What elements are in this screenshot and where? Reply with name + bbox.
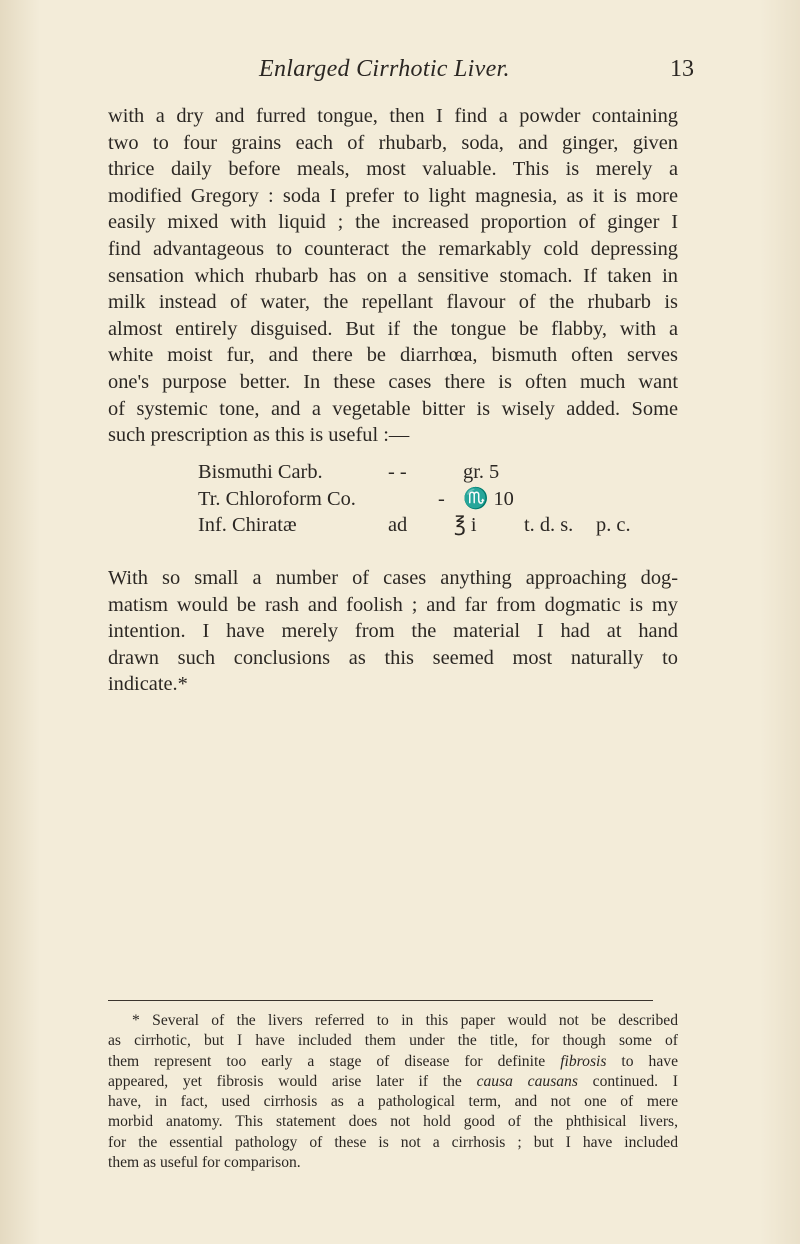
prescription-drug: Inf. Chiratæ	[198, 514, 297, 537]
text-line: modified Gregory : soda I prefer to light magnesia, as it is more	[108, 184, 678, 207]
text-line: one's purpose better. In these cases there is often much want	[108, 370, 678, 393]
text-line: two to four grains each of rhubarb, soda, and ginger, given	[108, 131, 678, 154]
footnote-text: to have	[621, 1052, 678, 1070]
prescription-separator: - -	[388, 461, 407, 483]
text-line: thrice daily before meals, most valuable. This is merely a	[108, 158, 678, 181]
footnote-line: morbid anatomy. This statement does not hold good of the phthisical livers,	[108, 1113, 678, 1131]
prescription-dose: ℥ i	[454, 514, 477, 537]
prescription-separator: -	[438, 487, 445, 510]
footnote-rule	[108, 1000, 653, 1001]
running-title: Enlarged Cirrhotic Liver.	[259, 56, 510, 82]
text-line: easily mixed with liquid ; the increased proportion of ginger I	[108, 211, 678, 234]
text-line: with a dry and furred tongue, then I find a powder containing	[108, 105, 678, 127]
paragraph-2	[108, 565, 678, 698]
prescription-dose: ♏ 10	[463, 487, 514, 510]
footnote-italic-term: causa causans	[476, 1072, 578, 1090]
footnote-text: appeared, yet fibrosis would arise later if the	[108, 1072, 462, 1090]
page-header	[0, 56, 800, 96]
footnote-text: them represent too early a stage of disease for definite	[108, 1052, 546, 1070]
prescription-separator: ad	[388, 514, 408, 537]
footnote-line: * Several of the livers referred to in this paper would not be described	[132, 1012, 678, 1029]
prescription-drug: Tr. Chloroform Co.	[198, 487, 356, 510]
page-number: 13	[670, 56, 694, 82]
footnote-line: as cirrhotic, but I have included them under the title, for though some of	[108, 1032, 678, 1050]
text-line: indicate.*	[108, 673, 188, 696]
text-line: matism would be rash and foolish ; and far from dogmatic is my	[108, 593, 678, 616]
text-line: With so small a number of cases anything approaching dog-	[108, 567, 678, 589]
text-line: white moist fur, and there be diarrhœa, bismuth often serves	[108, 344, 678, 367]
text-line: almost entirely disguised. But if the tongue be flabby, with a	[108, 317, 678, 340]
text-line: drawn such conclusions as this seemed most naturally to	[108, 646, 678, 669]
footnote-text: continued. I	[592, 1072, 678, 1090]
footnote	[108, 1011, 678, 1173]
prescription-drug: Bismuthi Carb.	[198, 461, 323, 483]
prescription-direction: p. c.	[596, 514, 631, 537]
text-line: of systemic tone, and a vegetable bitter is wisely added. Some	[108, 397, 678, 420]
text-line: such prescription as this is useful :—	[108, 424, 410, 447]
footnote-line: them as useful for comparison.	[108, 1154, 301, 1172]
text-line: sensation which rhubarb has on a sensitive stomach. If taken in	[108, 264, 678, 287]
text-line: find advantageous to counteract the remarkably cold depressing	[108, 237, 678, 260]
text-line: milk instead of water, the repellant flavour of the rhubarb is	[108, 291, 678, 314]
footnote-line	[108, 1072, 678, 1092]
prescription-direction: t. d. s.	[524, 514, 574, 537]
footnote-italic-term: fibrosis	[560, 1052, 607, 1070]
footnote-line: for the essential pathology of these is not a cirrhosis ; but I have included	[108, 1133, 678, 1151]
prescription-dose: gr. 5	[463, 461, 500, 483]
paragraph-1	[108, 103, 678, 449]
footnote-line	[108, 1052, 678, 1072]
footnote-line: have, in fact, used cirrhosis as a pathological term, and not one of mere	[108, 1093, 678, 1111]
text-line: intention. I have merely from the material I had at hand	[108, 620, 678, 643]
